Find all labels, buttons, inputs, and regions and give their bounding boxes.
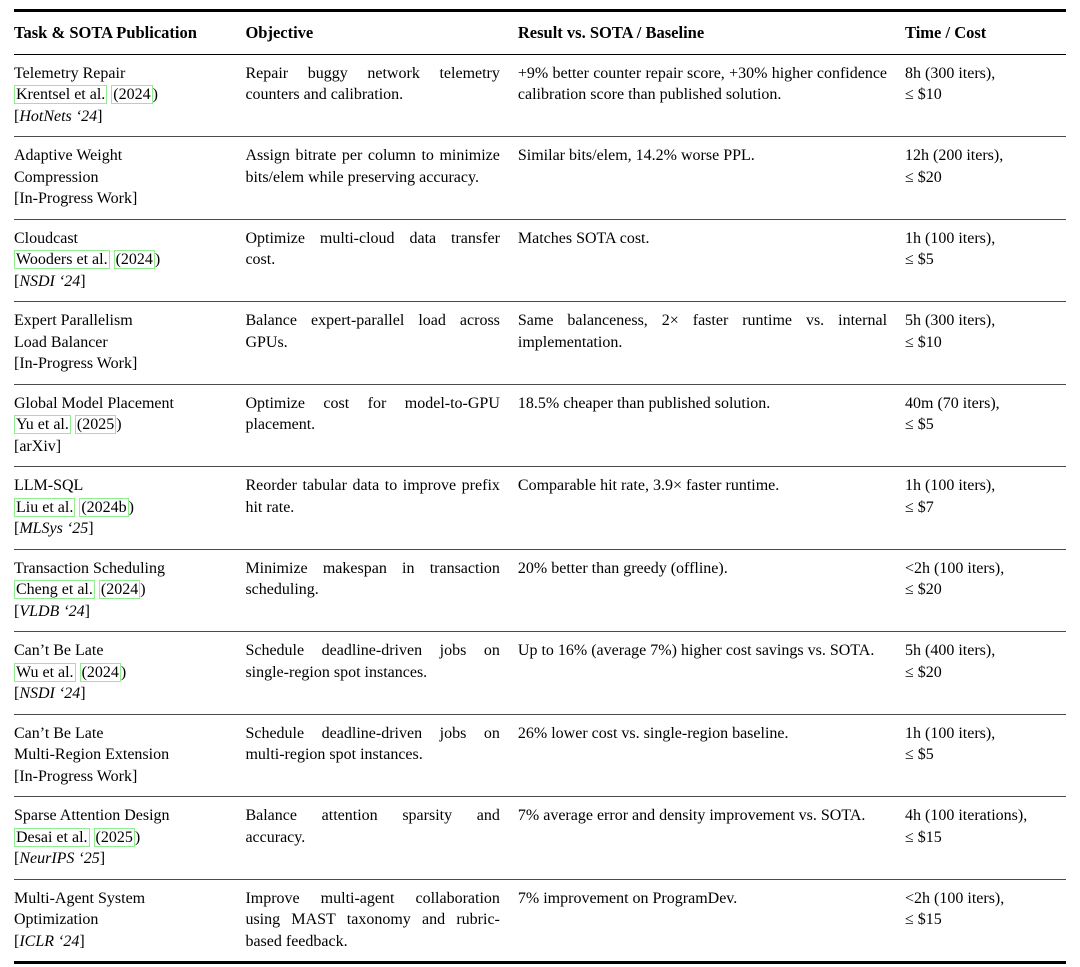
- table-row: [14, 632, 1066, 715]
- objective-cell: Schedule deadline-driven jobs on multi-region spot instances.: [245, 714, 517, 797]
- time-cost-line: ≤ $5: [905, 416, 934, 433]
- objective-cell: Repair buggy network telemetry counters and calibration.: [245, 64, 500, 103]
- task-publication-cell: [14, 632, 245, 715]
- time-cost-line: 8h (300 iters),: [905, 64, 996, 82]
- venue-line: [NSDI ‘24]: [14, 272, 86, 290]
- citation-year-link[interactable]: (2025: [95, 828, 133, 846]
- task-publication-cell: [14, 467, 245, 550]
- column-header-objective: Objective: [245, 11, 517, 55]
- citation-year-link[interactable]: (2025: [76, 416, 115, 433]
- time-cost-cell: [905, 137, 1066, 220]
- table-row: [14, 302, 1066, 385]
- citation-year-link[interactable]: (2024b: [81, 498, 127, 516]
- table-body: [14, 54, 1066, 963]
- table-row: [14, 549, 1066, 632]
- venue-line: [NeurIPS ‘25]: [14, 850, 106, 867]
- objective-cell: Minimize makespan in transaction scheduling.: [245, 549, 517, 632]
- citation-line: [14, 414, 227, 436]
- task-name-line: Compression: [14, 168, 99, 186]
- objective-cell: Reorder tabular data to improve prefix hit rate.: [245, 467, 517, 550]
- citation-close-paren: ): [134, 828, 141, 846]
- result-cell: 26% lower cost vs. single-region baseline.: [518, 714, 905, 797]
- citation-authors-link[interactable]: Wooders et al.: [16, 251, 108, 268]
- objective-cell: Improve multi-agent collaboration using MAST taxonomy and rubric-based feedback.: [245, 879, 517, 963]
- task-publication-cell: [14, 384, 245, 467]
- objective-cell: Balance attention sparsity and accuracy.: [245, 797, 517, 880]
- result-cell: 7% average error and density improvement vs. SOTA.: [518, 797, 905, 880]
- time-cost-line: 5h (400 iters),: [905, 642, 996, 659]
- venue-line: [In-Progress Work]: [14, 190, 138, 207]
- citation-authors-link[interactable]: Cheng et al.: [16, 581, 93, 598]
- time-cost-line: ≤ $10: [905, 333, 942, 351]
- task-name-line: Global Model Placement: [14, 394, 174, 412]
- time-cost-cell: [905, 797, 1066, 880]
- result-cell: 18.5% cheaper than published solution.: [518, 384, 905, 467]
- citation-authors-link[interactable]: Liu et al.: [16, 498, 74, 516]
- task-publication-cell: [14, 879, 245, 963]
- column-header-task-publication: Task & SOTA Publication: [14, 11, 245, 55]
- result-cell: 7% improvement on ProgramDev.: [518, 879, 905, 963]
- time-cost-line: ≤ $15: [905, 911, 942, 928]
- time-cost-line: 40m (70 iters),: [905, 394, 1000, 412]
- venue-name: In-Progress Work: [19, 767, 132, 785]
- table-row: [14, 797, 1066, 880]
- time-cost-cell: [905, 302, 1066, 385]
- citation-year-link[interactable]: (2024: [81, 663, 119, 681]
- task-name-line: Multi-Region Extension: [14, 746, 170, 763]
- objective-cell: Optimize cost for model-to-GPU placement.: [245, 384, 517, 467]
- venue-name: HotNets ‘24: [19, 107, 98, 125]
- table-row: [14, 54, 1066, 137]
- time-cost-cell: [905, 632, 1066, 715]
- citation-authors-link[interactable]: Krentsel et al.: [16, 86, 106, 103]
- results-table: [14, 9, 1066, 964]
- citation-authors-link[interactable]: Desai et al.: [16, 828, 88, 846]
- time-cost-line: ≤ $5: [905, 251, 934, 268]
- column-header-result: Result vs. SOTA / Baseline: [518, 11, 905, 55]
- time-cost-line: 1h (100 iters),: [905, 229, 996, 247]
- time-cost-line: ≤ $7: [905, 498, 934, 516]
- result-cell: +9% better counter repair score, +30% higher confidence calibration score than published solution.: [517, 64, 888, 103]
- task-name-line: Optimization: [14, 911, 99, 928]
- citation-line: [14, 249, 227, 271]
- task-name-line: LLM-SQL: [14, 477, 84, 494]
- result-cell: Same balanceness, 2× faster runtime vs. internal implementation.: [518, 302, 905, 385]
- venue-name: NeurIPS ‘25: [19, 850, 100, 867]
- table-header: [14, 11, 1066, 55]
- task-name-line: Expert Parallelism: [14, 312, 133, 329]
- task-publication-cell: [14, 714, 245, 797]
- task-name-line: Multi-Agent System: [14, 889, 146, 907]
- table-row: [14, 137, 1066, 220]
- citation-authors-link[interactable]: Wu et al.: [16, 663, 74, 681]
- citation-line: [14, 662, 227, 684]
- time-cost-line: <2h (100 iters),: [905, 559, 1005, 577]
- citation-line: [14, 579, 227, 601]
- task-name-line: Load Balancer: [14, 333, 108, 351]
- time-cost-line: 1h (100 iters),: [905, 477, 996, 494]
- result-cell: Up to 16% (average 7%) higher cost savings vs. SOTA.: [518, 632, 905, 715]
- citation-authors-link[interactable]: Yu et al.: [16, 416, 69, 433]
- venue-line: [In-Progress Work]: [14, 767, 138, 785]
- time-cost-line: ≤ $5: [905, 746, 934, 763]
- time-cost-cell: [905, 54, 1066, 137]
- time-cost-cell: [905, 549, 1066, 632]
- venue-line: [VLDB ‘24]: [14, 602, 90, 620]
- task-name-line: Transaction Scheduling: [14, 559, 165, 577]
- time-cost-line: ≤ $10: [905, 86, 942, 103]
- citation-year-link[interactable]: (2024: [113, 86, 151, 103]
- task-name-line: Adaptive Weight: [14, 147, 123, 164]
- task-name-line: Can’t Be Late: [14, 724, 104, 742]
- citation-year-link[interactable]: (2024: [115, 251, 153, 268]
- task-publication-cell: [14, 137, 245, 220]
- task-publication-cell: [14, 302, 245, 385]
- venue-name: ICLR ‘24: [19, 932, 80, 950]
- column-header-time-cost: Time / Cost: [905, 11, 1066, 55]
- time-cost-line: ≤ $15: [905, 828, 942, 846]
- time-cost-cell: [905, 384, 1066, 467]
- venue-name: arXiv: [19, 437, 56, 455]
- citation-close-paren: ): [152, 86, 158, 103]
- table-row: [14, 384, 1066, 467]
- table-row: [14, 467, 1066, 550]
- time-cost-line: ≤ $20: [905, 581, 942, 598]
- result-cell: Comparable hit rate, 3.9× faster runtime.: [518, 467, 905, 550]
- venue-name: NSDI ‘24: [19, 685, 81, 702]
- task-name-line: Sparse Attention Design: [14, 807, 170, 824]
- venue-line: [NSDI ‘24]: [14, 685, 86, 702]
- venue-line: [HotNets ‘24]: [14, 107, 103, 125]
- time-cost-line: ≤ $20: [905, 663, 942, 681]
- venue-line: [MLSys ‘25]: [14, 520, 94, 537]
- citation-close-paren: ): [154, 251, 161, 268]
- time-cost-line: <2h (100 iters),: [905, 889, 1005, 907]
- task-name-line: Telemetry Repair: [14, 64, 126, 82]
- venue-name: VLDB ‘24: [19, 602, 85, 620]
- venue-line: [arXiv]: [14, 437, 62, 455]
- objective-cell: Balance expert-parallel load across GPUs.: [245, 302, 517, 385]
- time-cost-line: 4h (100 iterations),: [905, 807, 1028, 824]
- citation-line: [14, 84, 227, 106]
- time-cost-line: 1h (100 iters),: [905, 724, 996, 742]
- venue-name: MLSys ‘25: [19, 520, 89, 537]
- task-publication-cell: [14, 549, 245, 632]
- task-publication-cell: [14, 219, 245, 302]
- table-row: [14, 879, 1066, 963]
- citation-year-link[interactable]: (2024: [100, 581, 139, 598]
- citation-close-paren: ): [140, 581, 146, 598]
- citation-close-paren: ): [120, 663, 127, 681]
- objective-cell: Assign bitrate per column to minimize bits/elem while preserving accuracy.: [245, 137, 517, 220]
- task-name-line: Can’t Be Late: [14, 642, 104, 659]
- time-cost-line: 5h (300 iters),: [905, 312, 996, 329]
- venue-line: [In-Progress Work]: [14, 355, 138, 372]
- time-cost-cell: [905, 879, 1066, 963]
- objective-cell: Schedule deadline-driven jobs on single-region spot instances.: [245, 632, 517, 715]
- header-row: [14, 11, 1066, 55]
- venue-name: In-Progress Work: [19, 355, 132, 372]
- venue-name: NSDI ‘24: [19, 272, 81, 290]
- citation-line: [14, 497, 227, 519]
- result-cell: Matches SOTA cost.: [518, 219, 905, 302]
- result-cell: Similar bits/elem, 14.2% worse PPL.: [518, 137, 905, 220]
- time-cost-line: ≤ $20: [905, 168, 942, 186]
- time-cost-line: 12h (200 iters),: [905, 147, 1004, 164]
- citation-close-paren: ): [128, 498, 134, 516]
- objective-cell: Optimize multi-cloud data transfer cost.: [245, 219, 517, 302]
- citation-close-paren: ): [116, 416, 122, 433]
- task-publication-cell: [14, 54, 245, 137]
- table-row: [14, 714, 1066, 797]
- task-name-line: Cloudcast: [14, 229, 78, 247]
- time-cost-cell: [905, 219, 1066, 302]
- venue-name: In-Progress Work: [19, 190, 132, 207]
- citation-line: [14, 827, 227, 849]
- table-row: [14, 219, 1066, 302]
- time-cost-cell: [905, 714, 1066, 797]
- venue-line: [ICLR ‘24]: [14, 932, 85, 950]
- time-cost-cell: [905, 467, 1066, 550]
- result-cell: 20% better than greedy (offline).: [518, 549, 905, 632]
- task-publication-cell: [14, 797, 245, 880]
